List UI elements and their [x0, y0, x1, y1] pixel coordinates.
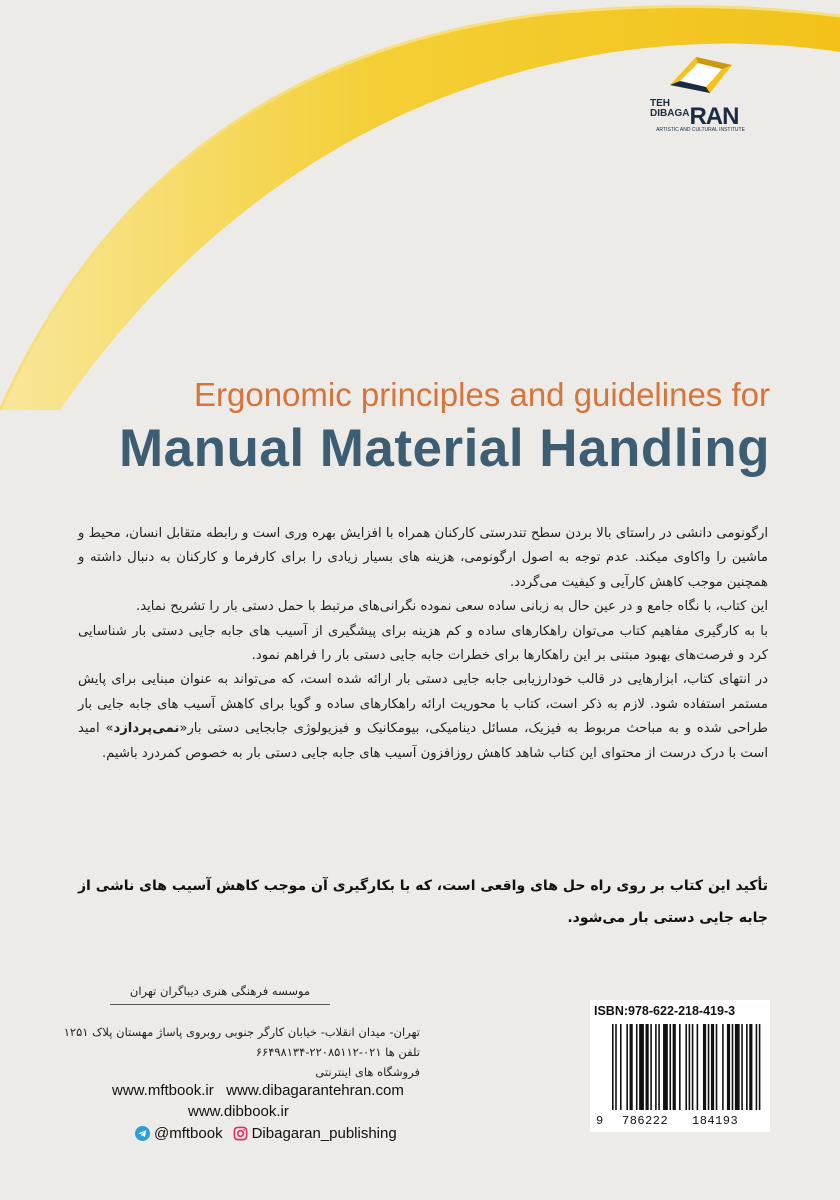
barcode-bar [722, 1024, 724, 1110]
barcode-image [612, 1024, 762, 1110]
barcode-bar [685, 1024, 687, 1110]
barcode-bar [655, 1024, 657, 1110]
publisher-name: موسسه فرهنگی هنری دیباگران تهران [110, 984, 330, 1005]
barcode-bar [639, 1024, 644, 1110]
barcode-bar [615, 1024, 617, 1110]
website-dibbook[interactable]: www.dibbook.ir [188, 1103, 289, 1120]
barcode-right-digits: 184193 [692, 1114, 739, 1128]
barcode-bar [636, 1024, 638, 1110]
publisher-logo-mark-icon [666, 55, 736, 95]
barcode-lead-digit: 9 [596, 1114, 604, 1128]
barcode-bar [669, 1024, 671, 1110]
telegram-handle[interactable]: @mftbook [154, 1124, 223, 1142]
social-links [135, 1122, 397, 1144]
website-mftbook[interactable]: www.mftbook.ir [112, 1082, 214, 1099]
websites-line [112, 1082, 404, 1099]
barcode-bar [673, 1024, 676, 1110]
barcode-bar [679, 1024, 681, 1110]
book-description [78, 522, 768, 766]
barcode-bar [689, 1024, 691, 1110]
barcode-bar [630, 1024, 633, 1110]
description-paragraph-1: ارگونومی دانشی در راستای بالا بردن سطح تندرستی کارکنان همراه با افزایش بهره وری است و رابطه متقابل انسان، محیط و ماشین را واکاوی میکند. عدم توجه به اصول ارگونومی، هزینه های بسیار زیادی را برای کارفرما و کارکنان به دنبال داشته و همچنین موجب کاهش کارآیی و کیفیت می‌گردد. [78, 526, 768, 590]
barcode-bar [612, 1024, 614, 1110]
publisher-contact [60, 1022, 420, 1082]
barcode-bar [646, 1024, 649, 1110]
barcode-bar [692, 1024, 694, 1110]
barcode-bar [741, 1024, 743, 1110]
barcode-bar [759, 1024, 761, 1110]
barcode-bar [746, 1024, 748, 1110]
barcode-bar [620, 1024, 622, 1110]
instagram-icon [233, 1126, 248, 1141]
online-stores-label: فروشگاه های اینترنتی [315, 1065, 420, 1079]
publisher-address: تهران- میدان انقلاب- خیابان کارگر جنوبی روبروی پاساژ مهستان پلاک ۱۲۵۱ [63, 1025, 420, 1039]
barcode-bar [703, 1024, 706, 1110]
barcode-left-digits: 786222 [622, 1114, 669, 1128]
publisher-logo-wordmark: TEH DIBAGARAN [650, 98, 739, 130]
english-subtitle: Ergonomic principles and guidelines for [194, 376, 770, 413]
barcode-bar [626, 1024, 628, 1110]
isbn-label: ISBN:978-622-218-419-3 [594, 1004, 736, 1018]
barcode-bar [727, 1024, 730, 1110]
barcode-bar [650, 1024, 652, 1110]
barcode-bar [711, 1024, 714, 1110]
barcode-bar [735, 1024, 740, 1110]
instagram-handle[interactable]: Dibagaran_publishing [251, 1124, 397, 1142]
barcode-bar [749, 1024, 752, 1110]
english-main-title: Manual Material Handling [118, 419, 770, 478]
description-paragraph-3: با به کارگیری مفاهیم کتاب می‌توان راهکارهای ساده و کم هزینه برای پیشگیری از آسیب های جابه جایی دستی بار شناسایی کرد و فرصت‌های بهبود مبتنی بر این راهکارها برای خطرات جابه جایی دستی بار را فراهم نمود. [78, 623, 768, 664]
website-dibagarantehran[interactable]: www.dibagarantehran.com [226, 1082, 404, 1099]
barcode-bar [697, 1024, 699, 1110]
description-paragraph-4: در انتهای کتاب، ابزارهایی در قالب خودارزیابی جابه جایی دستی بار ارائه شده است، که می‌تواند به عنوان مبنایی برای پایش مستمر استفاده شود. لازم به ذکر است، کتاب با محوریت ارائه راهکارهای ساده و گویا برای کاهش آسیب های جابه جایی بار طراحی شده و به مباحث مربوط به فیزیک، مسائل دینامیکی، بیومکانیک و فیزیولوژی جابجایی دستی بار«نمی‌پردازد» امید است با درک درست از محتوای این کتاب شاهد کاهش روزافزون آسیب های جابه جایی دستی بار به خصوص کمردرد باشیم. [78, 672, 769, 761]
barcode-bar [658, 1024, 660, 1110]
barcode-bar [708, 1024, 710, 1110]
publisher-logo-subtitle: ARTISTIC AND CULTURAL INSTITUTE [656, 127, 745, 133]
description-paragraph-2: این کتاب، با نگاه جامع و در عین حال به زبانی ساده سعی نموده نگرانی‌های مرتبط با حمل دستی بار را تشریح نماید. [136, 599, 768, 615]
barcode-bar [756, 1024, 758, 1110]
barcode-bar [716, 1024, 718, 1110]
publisher-logo [648, 55, 753, 135]
telegram-icon [135, 1126, 150, 1141]
barcode-bar [732, 1024, 734, 1110]
barcode-bar [663, 1024, 668, 1110]
publisher-phones: تلفن ها ۰۲۱-۲۲۰۸۵۱۱۲-۶۶۴۹۸۱۳۴ [255, 1045, 420, 1059]
isbn-barcode-box [590, 1000, 770, 1132]
emphasis-statement: تأکید این کتاب بر روی راه حل های واقعی است، که با بکارگیری آن موجب کاهش آسیب های ناشی از جابه جایی دستی بار می‌شود. [78, 878, 768, 926]
